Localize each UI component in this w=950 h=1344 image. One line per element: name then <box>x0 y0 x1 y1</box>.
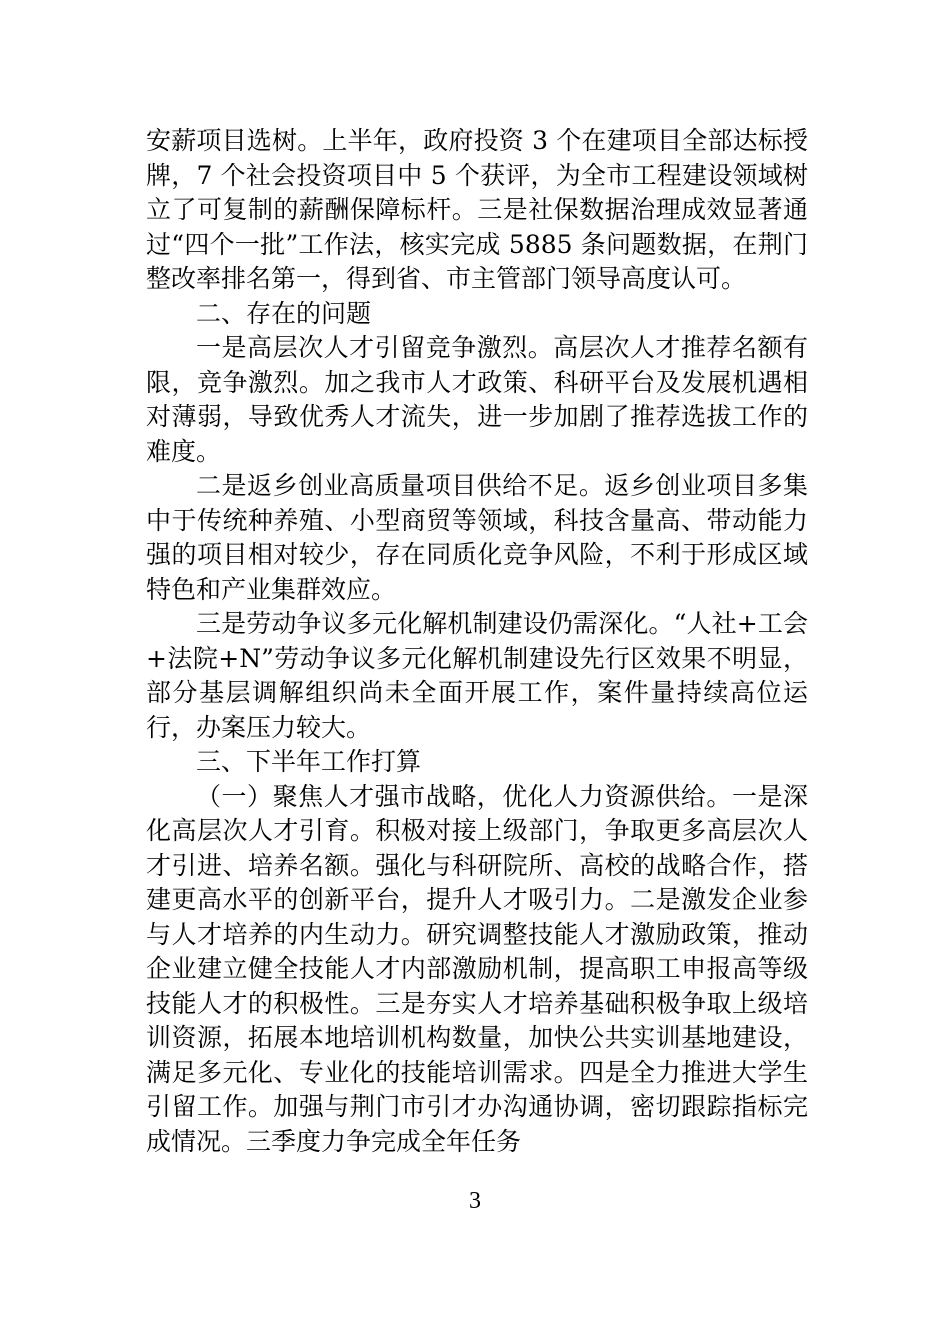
paragraph-plan-one: （一）聚焦人才强市战略，优化人力资源供给。一是深化高层次人才引育。积极对接上级部门，争取更多高层次人才引进、培养名额。强化与科研院所、高校的战略合作，搭建更高水平的创新平台，提升人才吸引力。二是激发企业参与人才培养的内生动力。研究调整技能人才激励政策，推动企业建立健全技能人才内部激励机制，提高职工申报高等级技能人才的积极性。三是夯实人才培养基础积极争取上级培训资源，拓展本地培训机构数量，加快公共实训基地建设，满足多元化、专业化的技能培训需求。四是全力推进大学生引留工作。加强与荆门市引才办沟通协调，密切跟踪指标完成情况。三季度力争完成全年任务 <box>146 781 808 1156</box>
paragraph-problem-two: 二是返乡创业高质量项目供给不足。返乡创业项目多集中于传统种养殖、小型商贸等领域，科技含量高、带动能力强的项目相对较少，存在同质化竞争风险，不利于形成区域特色和产业集群效应。 <box>146 471 808 604</box>
paragraph-continuation: 安薪项目选树。上半年，政府投资 3 个在建项目全部达标授牌，7 个社会投资项目中 5 个获评，为全市工程建设领域树立了可复制的薪酬保障标杆。三是社保数据治理成效显著通过“四个一批”工作法，核实完成 5885 条问题数据，在荆门整改率排名第一，得到省、市主管部门领导高度认可。 <box>146 126 808 293</box>
page-number: 3 <box>469 1188 481 1214</box>
paragraph-problem-one: 一是高层次人才引留竞争激烈。高层次人才推荐名额有限，竞争激烈。加之我市人才政策、科研平台及发展机遇相对薄弱，导致优秀人才流失，进一步加剧了推荐选拔工作的难度。 <box>146 333 808 466</box>
section-heading-problems: 二、存在的问题 <box>196 298 372 328</box>
section-heading-plans: 三、下半年工作打算 <box>196 747 422 776</box>
paragraph-problem-three: 三是劳动争议多元化解机制建设仍需深化。“人社+工会+法院+N”劳动争议多元化解机制建设先行区效果不明显，部分基层调解组织尚未全面开展工作，案件量持续高位运行，办案压力较大。 <box>146 609 808 742</box>
body-text <box>146 124 808 1159</box>
